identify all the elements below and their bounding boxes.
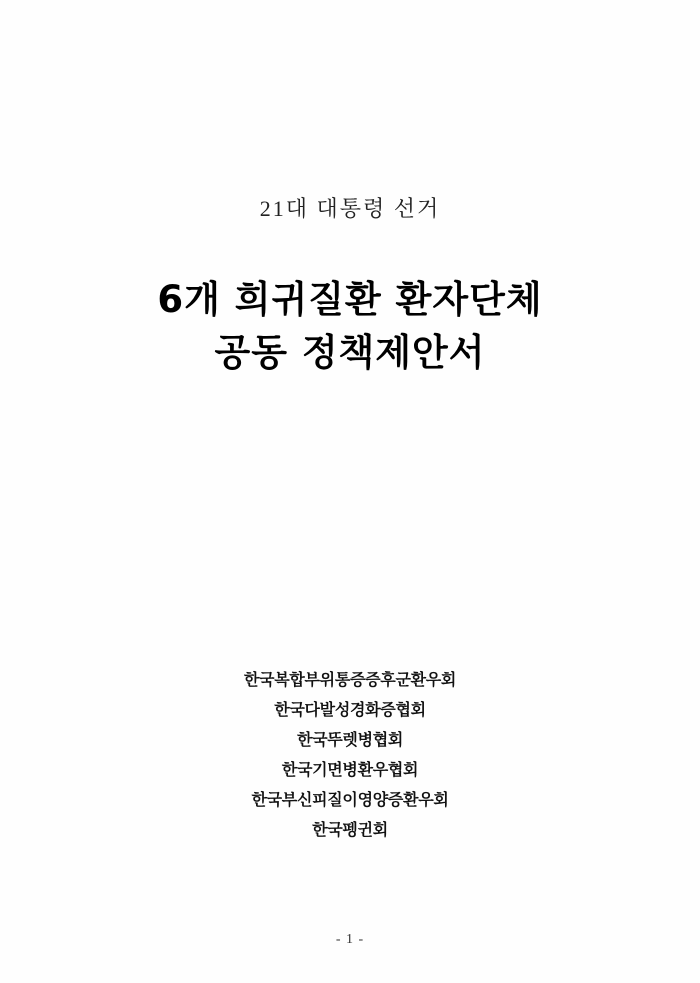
list-item: 한국뚜렛병협회 <box>296 730 404 749</box>
organization-list <box>0 672 700 838</box>
document-title <box>157 274 542 378</box>
document-title-line-2: 공동 정책제안서 <box>214 331 486 375</box>
document-title-line-1: 6개 희귀질환 환자단체 <box>157 278 543 322</box>
document-subtitle: 21대 대통령 선거 <box>259 196 441 221</box>
list-item: 한국기면병환우협회 <box>281 760 419 779</box>
list-item: 한국복합부위통증증후군환우회 <box>243 670 457 689</box>
list-item: 한국펭귄회 <box>312 820 388 839</box>
page-number: - 1 - <box>335 932 365 947</box>
list-item: 한국다발성경화증협회 <box>274 700 426 719</box>
list-item: 한국부신피질이영양증환우회 <box>251 790 449 809</box>
